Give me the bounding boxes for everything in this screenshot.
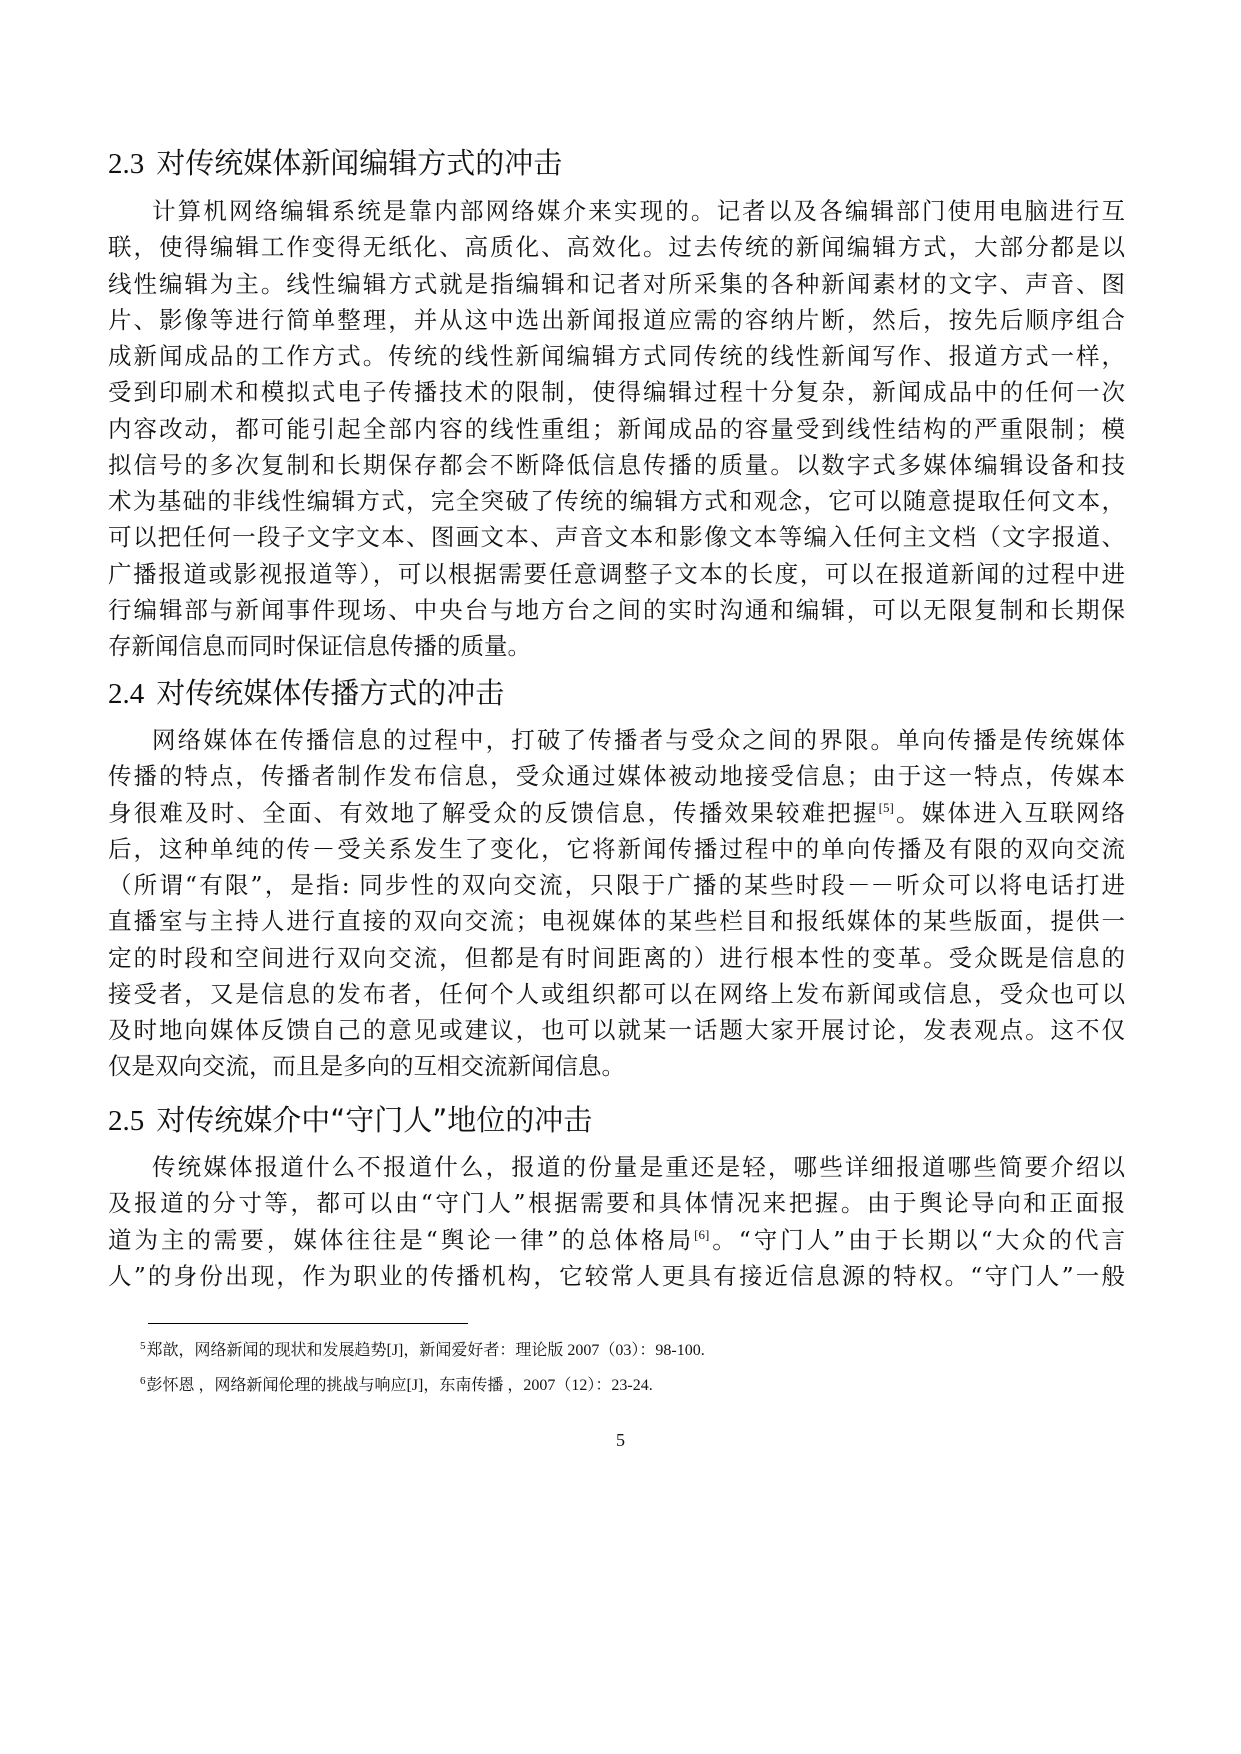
line-text: 身很难及时、全面、有效地了解受众的反馈信息，传播效果较难把握 <box>108 798 879 827</box>
page-number: 5 <box>616 1430 625 1450</box>
body-line: 内容改动，都可能引起全部内容的线性重组；新闻成品的容量受到线性结构的严重限制；模 <box>108 414 1125 443</box>
footnote-5 <box>140 1340 705 1362</box>
body-line: 可以把任何一段子文字文本、图画文本、声音文本和影像文本等编入任何主文档（文字报道、 <box>108 523 1125 552</box>
body-line: 联，使得编辑工作变得无纸化、高质化、高效化。过去传统的新闻编辑方式，大部分都是以 <box>108 233 1125 262</box>
body-line: 定的时段和空间进行双向交流，但都是有时间距离的）进行根本性的变革。受众既是信息的 <box>108 943 1125 972</box>
section-number: 2.4 <box>108 678 145 710</box>
body-line: 传播的特点，传播者制作发布信息，受众通过媒体被动地接受信息；由于这一特点，传媒本 <box>108 762 1125 791</box>
citation-ref: [5] <box>878 799 894 815</box>
body-line: 受到印刷术和模拟式电子传播技术的限制，使得编辑过程十分复杂，新闻成品中的任何一次 <box>108 378 1125 407</box>
body-line: 线性编辑为主。线性编辑方式就是指编辑和记者对所采集的各种新闻素材的文字、声音、图 <box>108 269 1125 298</box>
body-line: 及报道的分寸等，都可以由“守门人”根据需要和具体情况来把握。由于舆论导向和正面报 <box>108 1189 1125 1218</box>
body-line: 仅是双向交流，而且是多向的互相交流新闻信息。 <box>108 1052 625 1081</box>
section-body-2-3 <box>108 193 1125 664</box>
body-line <box>108 795 1125 831</box>
citation-ref: [6] <box>694 1226 710 1242</box>
footnote-mark: 5 <box>140 1340 146 1352</box>
line-text: 。“守门人”由于长期以“大众的代言 <box>709 1225 1126 1254</box>
line-text: 。媒体进入互联网络 <box>893 798 1126 827</box>
section-number: 2.5 <box>108 1105 145 1137</box>
section-title: 对传统媒介中“守门人”地位的冲击 <box>156 1103 593 1137</box>
section-title: 对传统媒体新闻编辑方式的冲击 <box>156 146 563 180</box>
body-line: （所谓“有限”，是指: 同步性的双向交流，只限于广播的某些时段－－听众可以将电话打进 <box>108 871 1125 899</box>
body-line: 直播室与主持人进行直接的双向交流；电视媒体的某些栏目和报纸媒体的某些版面，提供一 <box>108 907 1125 936</box>
body-line: 传统媒体报道什么不报道什么，报道的份量是重还是轻，哪些详细报道哪些简要介绍以 <box>152 1153 1125 1181</box>
body-line: 接受者，又是信息的发布者，任何个人或组织都可以在网络上发布新闻或信息，受众也可以 <box>108 979 1125 1008</box>
body-line: 存新闻信息而同时保证信息传播的质量。 <box>108 632 531 660</box>
line-text: 道为主的需要，媒体往往是“舆论一律”的总体格局 <box>108 1225 695 1254</box>
footnote-separator <box>148 1323 468 1324</box>
section-heading-2-3 <box>108 143 562 183</box>
footnote-mark: 6 <box>140 1375 146 1387</box>
body-line: 计算机网络编辑系统是靠内部网络媒介来实现的。记者以及各编辑部门使用电脑进行互 <box>152 197 1125 225</box>
body-line: 片、影像等进行简单整理，并从这中选出新闻报道应需的容纳片断，然后，按先后顺序组合 <box>108 305 1125 334</box>
body-line: 行编辑部与新闻事件现场、中央台与地方台之间的实时沟通和编辑，可以无限复制和长期保 <box>108 595 1125 624</box>
section-number: 2.3 <box>108 148 145 180</box>
section-body-2-5 <box>108 1149 1125 1294</box>
body-line: 广播报道或影视报道等），可以根据需要任意调整子文本的长度，可以在报道新闻的过程中进 <box>108 559 1125 588</box>
body-line: 成新闻成品的工作方式。传统的线性新闻编辑方式同传统的线性新闻写作、报道方式一样， <box>108 342 1125 370</box>
section-title: 对传统媒体传播方式的冲击 <box>156 676 505 710</box>
body-line <box>108 1222 1125 1258</box>
footnote-text: 彭怀恩 ，网络新闻伦理的挑战与响应[J]，东南传播 ，2007（12）：23-24. <box>146 1377 653 1394</box>
footnote-text: 郑歆，网络新闻的现状和发展趋势[J]，新闻爱好者：理论版 2007（03）：98-100. <box>146 1342 705 1359</box>
body-line: 术为基础的非线性编辑方式，完全突破了传统的编辑方式和观念，它可以随意提取任何文本， <box>108 487 1125 515</box>
body-line: 网络媒体在传播信息的过程中，打破了传播者与受众之间的界限。单向传播是传统媒体 <box>152 726 1125 754</box>
footnote-6 <box>140 1375 653 1397</box>
body-line: 后，这种单纯的传－受关系发生了变化，它将新闻传播过程中的单向传播及有限的双向交流 <box>108 834 1125 863</box>
section-heading-2-5 <box>108 1100 592 1140</box>
body-line: 人”的身份出现，作为职业的传播机构，它较常人更具有接近信息源的特权。“守门人”一般 <box>108 1261 1125 1290</box>
body-line: 及时地向媒体反馈自己的意见或建议，也可以就某一话题大家开展讨论，发表观点。这不仅 <box>108 1016 1125 1044</box>
section-heading-2-4 <box>108 673 504 713</box>
body-line: 拟信号的多次复制和长期保存都会不断降低信息传播的质量。以数字式多媒体编辑设备和技 <box>108 450 1125 479</box>
section-body-2-4 <box>108 722 1125 1085</box>
